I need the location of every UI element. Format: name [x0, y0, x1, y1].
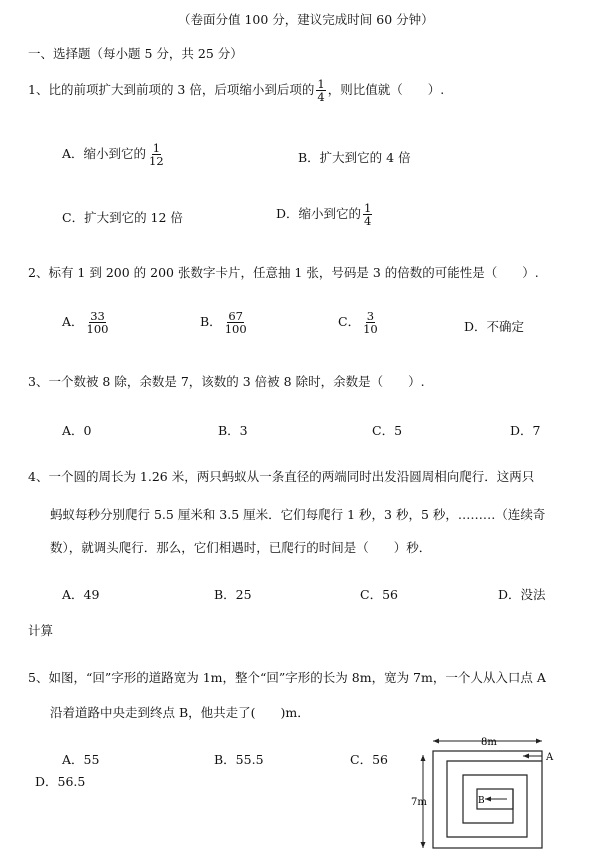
point-b-label: B [478, 796, 485, 806]
question-1 [28, 78, 444, 103]
section-title-calc: 计算 [28, 623, 54, 638]
q1-option-a: A．缩小到它的 $\frac{1}{12}$ [62, 141, 164, 169]
arrow-down-icon [421, 842, 426, 848]
q1-option-b: B．扩大到它的 4 倍 [298, 150, 411, 165]
q5-option-d: D．56.5 [35, 774, 86, 789]
q5-line-1: 5、如图，“回”字形的道路宽为 1m，整个“回”字形的长为 8m，宽为 7m，一个人从入口点 A [28, 670, 546, 685]
q4-option-c: C．56 [360, 587, 398, 602]
q4-option-b: B．25 [214, 587, 252, 602]
q3-option-b: B．3 [218, 423, 248, 438]
q1-fraction: $\frac{1}{4}$ [317, 77, 325, 105]
q5-option-c: C．56 [350, 752, 388, 767]
q4-line-2: 蚂蚁每秒分别爬行 5.5 厘米和 3.5 厘米．它们每爬行 1 秒，3 秒，5 秒，………（连续奇 [50, 507, 546, 522]
arrow-left-icon [433, 739, 439, 744]
question-2: 2、标有 1 到 200 的 200 张数字卡片，任意抽 1 张，号码是 3 的倍数的可能性是（ ）. [28, 265, 539, 280]
q1-option-c: C．扩大到它的 12 倍 [62, 210, 183, 225]
end-arrow-icon [485, 797, 491, 802]
q5-option-a: A．55 [62, 752, 100, 767]
q1-text-end: ，则比值就（ ）. [327, 82, 445, 98]
q4-option-d: D．没法 [498, 587, 546, 602]
q3-option-d: D．7 [510, 423, 541, 438]
q1-option-d: D．缩小到它的 $\frac{1}{4}$ [276, 201, 372, 229]
point-a-label: A [546, 752, 554, 763]
entry-arrow-icon [523, 754, 529, 759]
arrow-up-icon [421, 755, 426, 761]
header-note: （卷面分值 100 分，建议完成时间 60 分钟） [178, 12, 434, 27]
q2-option-a: A． $\frac{33}{100}$ [62, 309, 109, 337]
q1-text: 1、比的前项扩大到前项的 3 倍，后项缩小到后项的 [28, 82, 315, 98]
maze-figure [411, 735, 565, 853]
q2-option-b: B． $\frac{67}{100}$ [200, 309, 247, 337]
q4-option-a: A．49 [62, 587, 100, 602]
q4-line-1: 4、一个圆的周长为 1.26 米，两只蚂蚁从一条直径的两端同时出发沿圆周相向爬行．这两只 [28, 469, 535, 484]
question-3: 3、一个数被 8 除，余数是 7，该数的 3 倍被 8 除时，余数是（ ）. [28, 374, 425, 389]
section-title-choice: 一、选择题（每小题 5 分，共 25 分） [28, 46, 243, 61]
q2-option-c: C． $\frac{3}{10}$ [338, 309, 378, 337]
q5-option-b: B．55.5 [214, 752, 264, 767]
q5-line-2: 沿着道路中央走到终点 B，他共走了( )m． [50, 705, 310, 720]
arrow-right-icon [536, 739, 542, 744]
q3-option-c: C．5 [372, 423, 403, 438]
width-label: 8m [481, 737, 497, 748]
q2-option-d: D．不确定 [464, 319, 525, 334]
q3-option-a: A．0 [62, 423, 92, 438]
height-label: 7m [411, 797, 427, 808]
q4-line-3: 数），就调头爬行．那么，它们相遇时，已爬行的时间是（ ）秒． [50, 540, 432, 555]
